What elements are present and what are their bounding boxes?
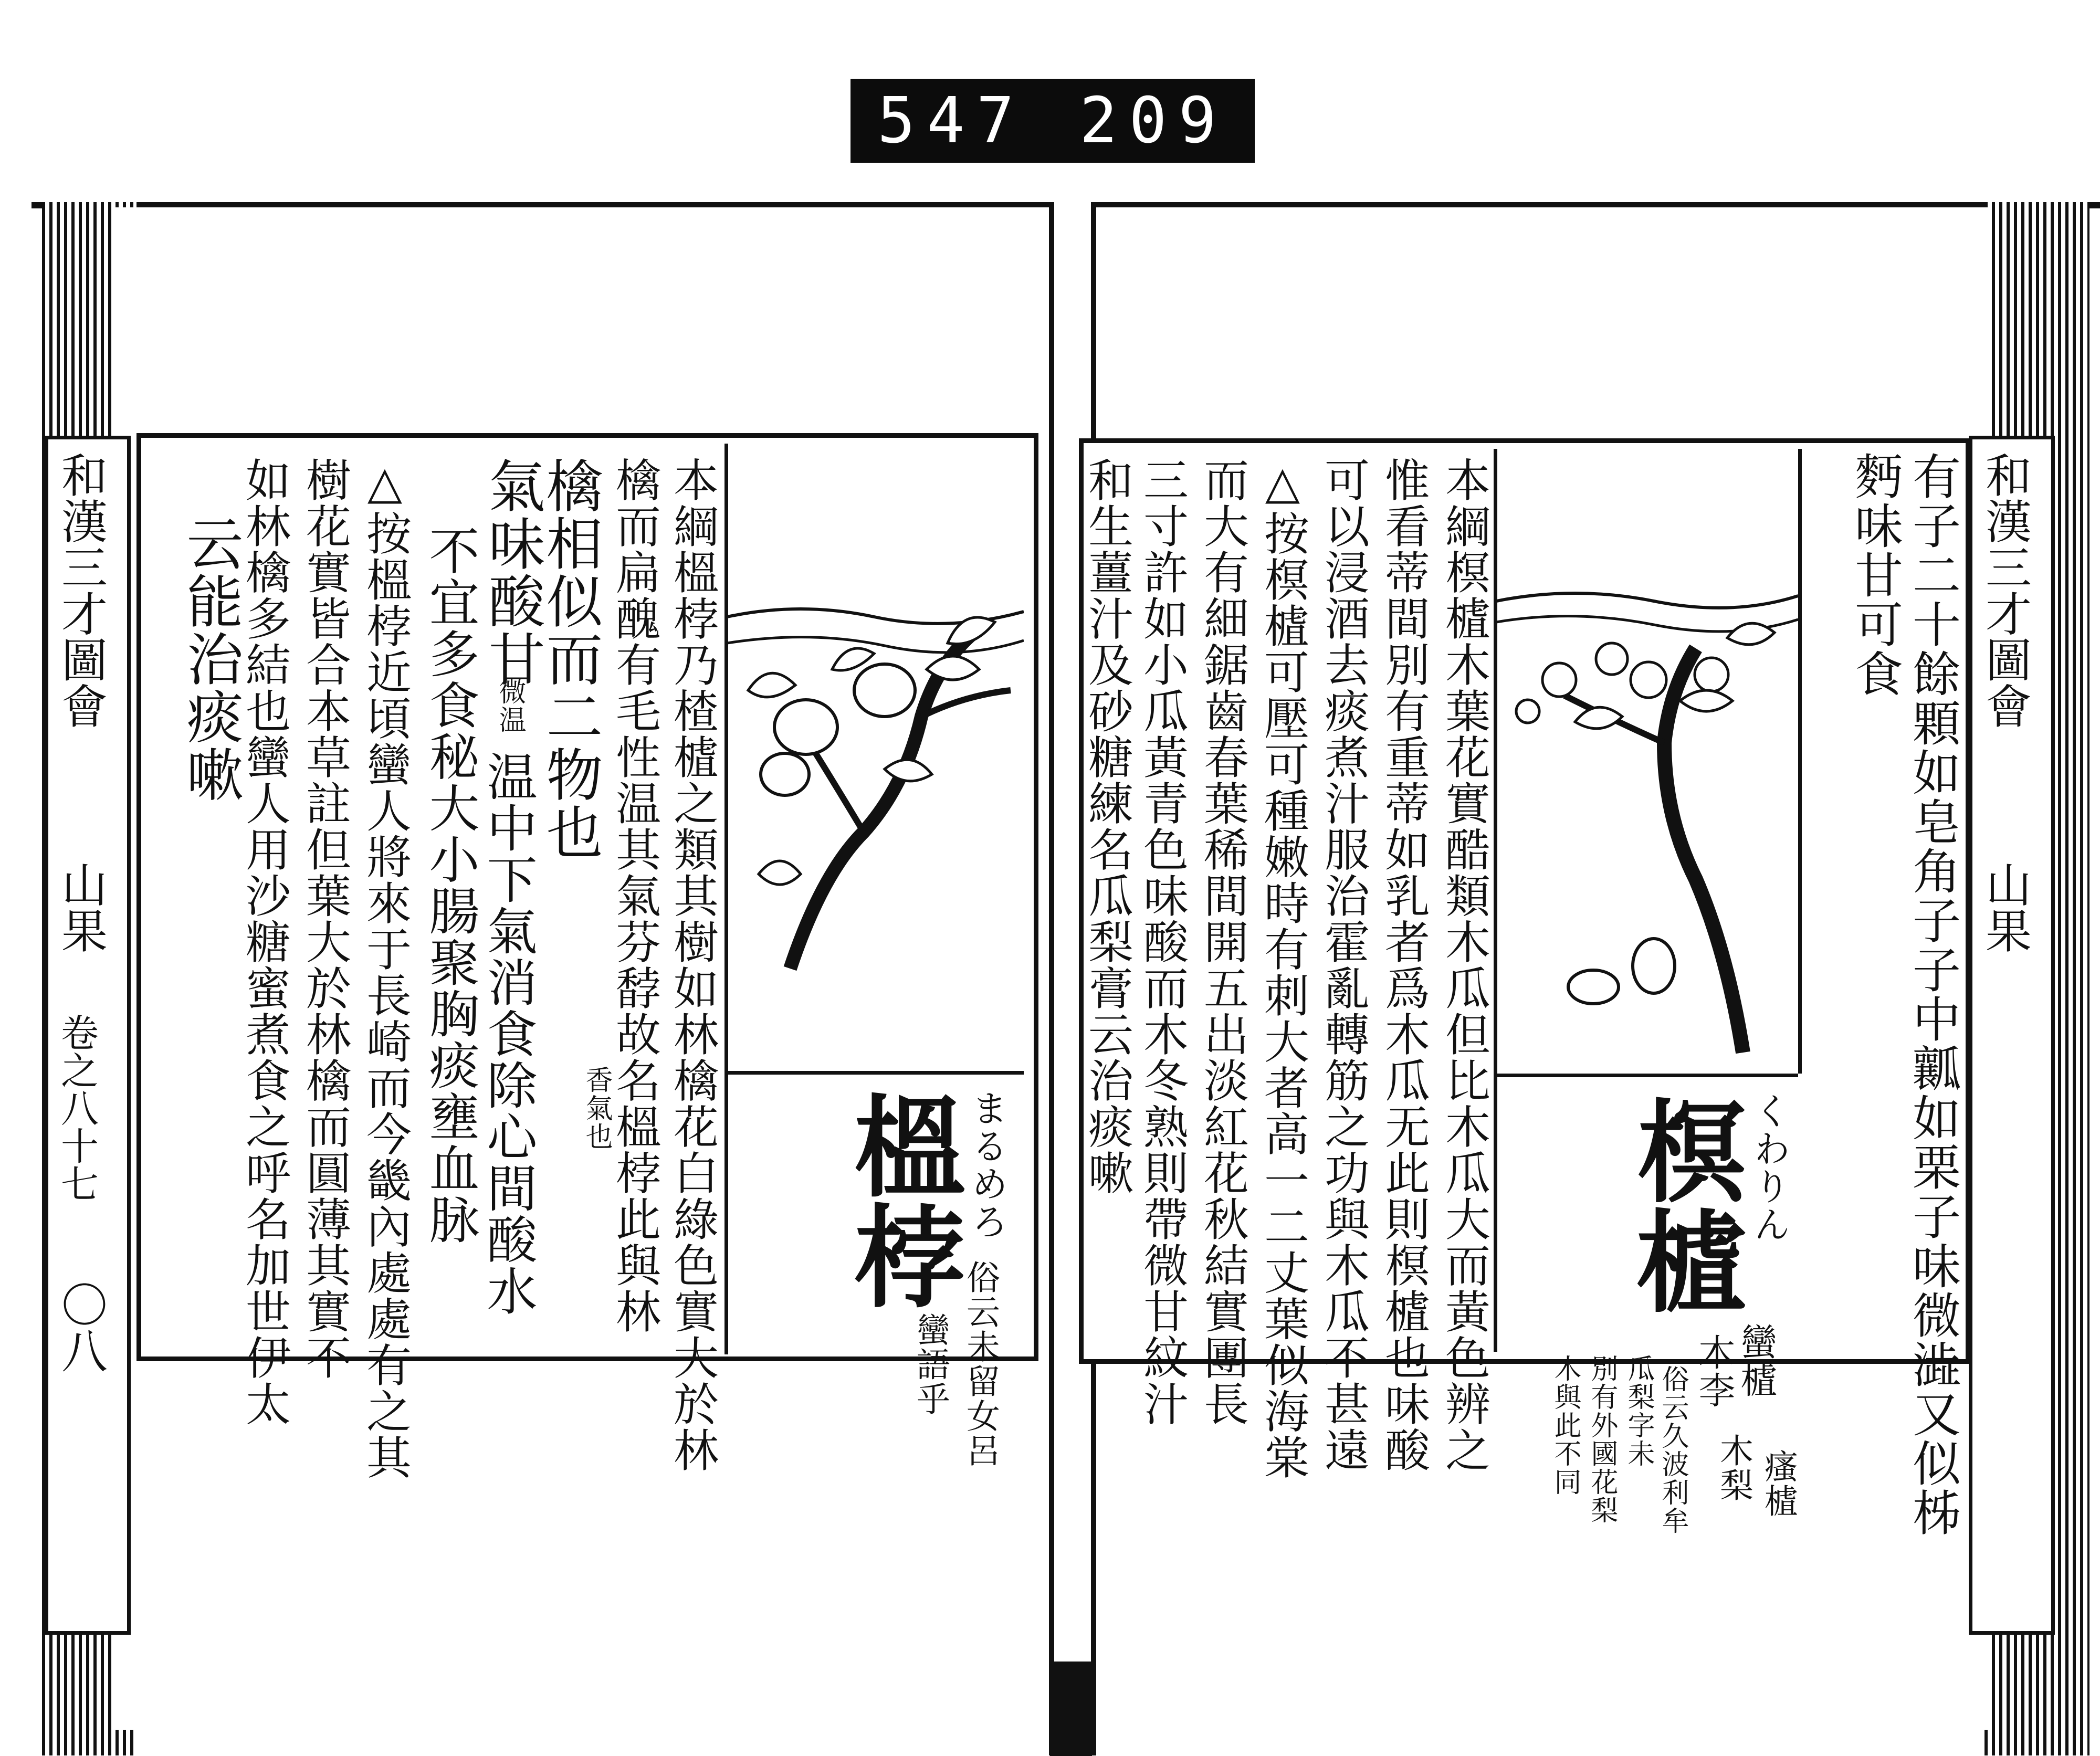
right-text-col-3: 可以浸酒去痰煮汁服治霍亂轉筋之功與木瓜不甚遠 [1317,457,1369,1473]
right-text-col-4: △按榠樝可壓可種嫩時有刺大者高一二丈葉似海棠 [1256,457,1309,1480]
left-entry-gloss-1: 俗云未留女呂 [961,1260,1000,1468]
right-entry-reading: くわりん [1748,1092,1791,1243]
left-text-col-9: 樹花實皆合本草註但葉大於林檎而圓薄其實不 [298,457,351,1381]
right-margin-section: 山果 [1978,861,2032,953]
right-note-1: 俗云久波利牟 [1657,1365,1688,1535]
right-entry-title: 榠樝 [1618,1095,1748,1315]
left-margin-page-number: 〇八 [54,1281,108,1373]
quince-branch-drawing [727,444,1024,1071]
right-note-3: 別有外國花梨 [1586,1354,1618,1524]
right-top-col-2: 麪味甘可食 [1847,451,1903,698]
left-text-col-10: 如林檎多結也蠻人用沙糖蜜煮食之呼名加世伊太 [238,457,290,1427]
left-entry-gloss-2: 蠻語乎 [911,1312,950,1416]
right-text-col-6: 三寸許如小瓜黃青色味酸而木冬熟則帶微甘紋汁 [1136,457,1188,1427]
chinese-quince-illustration [1496,449,1798,1077]
left-text-col-5: 氣味酸甘 [479,457,544,688]
left-margin-title: 和漢三才圖會 [54,451,108,729]
left-entry-title: 榲桲 [836,1089,965,1310]
spine-foot [1050,1662,1092,1756]
right-note-4: 木與此不同 [1549,1354,1581,1496]
right-top-col-1: 有子二十餘顆如皂角子子中瓤如栗子味微澁又似柹 [1905,451,1961,1537]
right-text-col-2: 惟看蒂間別有重蒂如乳者爲木瓜无此則榠樝也味酸 [1377,457,1430,1473]
right-name-4: 木梨 [1714,1433,1753,1502]
right-name-2: 瘙樝 [1759,1449,1798,1518]
left-margin-section: 山果 [54,861,108,953]
left-illustration-divider [724,444,728,1354]
left-text-col-4: 檎相似而二物也 [537,457,602,861]
left-text-col-11: 云能治痰嗽 [177,514,243,803]
right-text-col-1: 本綱榠樝木葉花實酷類木瓜但比木瓜大而黃色辨之 [1437,457,1490,1473]
left-text-col-6: 温中下氣消食除心間酸水 [479,751,538,1317]
left-text-col-3-note: 香氣也 [581,1066,612,1151]
call-number-right: 209 [1079,84,1228,157]
chinese-quince-drawing [1496,449,1798,1074]
left-text-col-7: 不宜多食秘大小腸聚胸痰壅血脉 [421,525,480,1245]
right-name-3: 木李 [1693,1333,1736,1409]
right-text-col-7: 和生薑汁及砂糖練名瓜梨膏云治痰嗽 [1080,457,1133,1196]
right-margin-title: 和漢三才圖會 [1978,451,2032,729]
right-note-2: 瓜梨字未 [1623,1354,1654,1468]
call-number-left: 547 [877,84,1026,157]
left-text-col-8: △按榲桲近頃蠻人將來于長崎而今畿內處處有之其 [359,457,411,1480]
left-text-col-2: 檎而扁醜有毛性温其氣芬馞故名榲桲此與林 [608,457,660,1334]
left-text-col-1: 本綱榲桲乃楂樝之類其樹如林檎花白綠色實大於林 [666,457,718,1473]
left-margin-folio: 卷之八十七 [55,1013,99,1202]
left-text-col-5-note: 微温 [494,677,526,734]
right-text-col-5: 而大有細鋸齒春葉稀間開五出淡紅花秋結實團長 [1196,457,1248,1427]
quince-branch-illustration [727,444,1024,1075]
right-illustration-divider [1494,449,1497,1352]
right-name-1: 蠻樝 [1735,1323,1778,1399]
left-entry-reading: まるめろ [965,1089,1009,1240]
right-illustration-border [1798,449,1802,1074]
call-number-plate [850,79,1255,163]
